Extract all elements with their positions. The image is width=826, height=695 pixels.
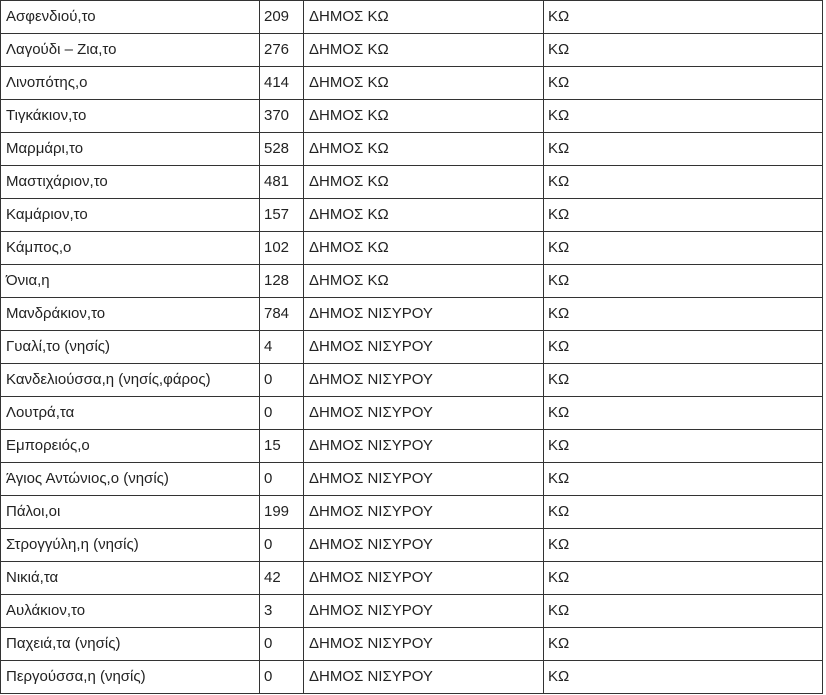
prefecture-cell: ΚΩ [544, 463, 823, 496]
settlement-name-cell: Περγούσσα,η (νησίς) [1, 661, 260, 694]
prefecture-cell: ΚΩ [544, 166, 823, 199]
municipality-cell: ΔΗΜΟΣ ΝΙΣΥΡΟΥ [304, 298, 544, 331]
municipality-cell: ΔΗΜΟΣ ΚΩ [304, 133, 544, 166]
municipality-cell: ΔΗΜΟΣ ΝΙΣΥΡΟΥ [304, 430, 544, 463]
prefecture-cell: ΚΩ [544, 331, 823, 364]
table-row [1, 430, 823, 463]
prefecture-cell: ΚΩ [544, 496, 823, 529]
settlement-name-cell: Αυλάκιον,το [1, 595, 260, 628]
table-row [1, 100, 823, 133]
municipality-cell: ΔΗΜΟΣ ΚΩ [304, 265, 544, 298]
table-row [1, 496, 823, 529]
population-cell: 0 [260, 463, 304, 496]
table-row [1, 265, 823, 298]
table-row [1, 331, 823, 364]
table-row [1, 529, 823, 562]
prefecture-cell: ΚΩ [544, 265, 823, 298]
municipality-cell: ΔΗΜΟΣ ΝΙΣΥΡΟΥ [304, 463, 544, 496]
population-cell: 370 [260, 100, 304, 133]
municipality-cell: ΔΗΜΟΣ ΚΩ [304, 199, 544, 232]
settlement-name-cell: Παχειά,τα (νησίς) [1, 628, 260, 661]
prefecture-cell: ΚΩ [544, 595, 823, 628]
table-row [1, 1, 823, 34]
table-row [1, 34, 823, 67]
settlement-name-cell: Λαγούδι – Ζια,το [1, 34, 260, 67]
table-row [1, 199, 823, 232]
municipality-cell: ΔΗΜΟΣ ΝΙΣΥΡΟΥ [304, 397, 544, 430]
prefecture-cell: ΚΩ [544, 628, 823, 661]
municipality-cell: ΔΗΜΟΣ ΝΙΣΥΡΟΥ [304, 661, 544, 694]
prefecture-cell: ΚΩ [544, 232, 823, 265]
population-cell: 0 [260, 364, 304, 397]
table-row [1, 133, 823, 166]
table-row [1, 298, 823, 331]
settlement-name-cell: Ασφενδιού,το [1, 1, 260, 34]
population-cell: 128 [260, 265, 304, 298]
municipality-cell: ΔΗΜΟΣ ΚΩ [304, 232, 544, 265]
settlement-name-cell: Λουτρά,τα [1, 397, 260, 430]
table-row [1, 595, 823, 628]
table-row [1, 166, 823, 199]
prefecture-cell: ΚΩ [544, 529, 823, 562]
prefecture-cell: ΚΩ [544, 100, 823, 133]
prefecture-cell: ΚΩ [544, 661, 823, 694]
prefecture-cell: ΚΩ [544, 133, 823, 166]
table-row [1, 232, 823, 265]
settlement-name-cell: Όνια,η [1, 265, 260, 298]
prefecture-cell: ΚΩ [544, 1, 823, 34]
population-cell: 0 [260, 529, 304, 562]
table-row [1, 562, 823, 595]
settlement-name-cell: Πάλοι,οι [1, 496, 260, 529]
settlement-name-cell: Εμπορειός,ο [1, 430, 260, 463]
settlement-name-cell: Λινοπότης,ο [1, 67, 260, 100]
municipality-cell: ΔΗΜΟΣ ΚΩ [304, 34, 544, 67]
table-row [1, 67, 823, 100]
prefecture-cell: ΚΩ [544, 430, 823, 463]
prefecture-cell: ΚΩ [544, 199, 823, 232]
population-cell: 528 [260, 133, 304, 166]
municipality-cell: ΔΗΜΟΣ ΚΩ [304, 166, 544, 199]
settlement-name-cell: Κάμπος,ο [1, 232, 260, 265]
municipality-cell: ΔΗΜΟΣ ΚΩ [304, 67, 544, 100]
municipality-cell: ΔΗΜΟΣ ΝΙΣΥΡΟΥ [304, 496, 544, 529]
population-cell: 481 [260, 166, 304, 199]
settlement-name-cell: Τιγκάκιον,το [1, 100, 260, 133]
prefecture-cell: ΚΩ [544, 397, 823, 430]
population-cell: 157 [260, 199, 304, 232]
settlement-name-cell: Κανδελιούσσα,η (νησίς,φάρος) [1, 364, 260, 397]
population-cell: 15 [260, 430, 304, 463]
municipality-cell: ΔΗΜΟΣ ΝΙΣΥΡΟΥ [304, 595, 544, 628]
settlement-name-cell: Γυαλί,το (νησίς) [1, 331, 260, 364]
population-cell: 276 [260, 34, 304, 67]
prefecture-cell: ΚΩ [544, 34, 823, 67]
settlement-name-cell: Καμάριον,το [1, 199, 260, 232]
prefecture-cell: ΚΩ [544, 298, 823, 331]
population-cell: 209 [260, 1, 304, 34]
prefecture-cell: ΚΩ [544, 67, 823, 100]
settlement-name-cell: Νικιά,τα [1, 562, 260, 595]
municipality-cell: ΔΗΜΟΣ ΝΙΣΥΡΟΥ [304, 529, 544, 562]
population-cell: 3 [260, 595, 304, 628]
settlement-name-cell: Μαρμάρι,το [1, 133, 260, 166]
table-row [1, 397, 823, 430]
table-row [1, 463, 823, 496]
municipality-cell: ΔΗΜΟΣ ΝΙΣΥΡΟΥ [304, 331, 544, 364]
population-cell: 199 [260, 496, 304, 529]
population-cell: 414 [260, 67, 304, 100]
prefecture-cell: ΚΩ [544, 364, 823, 397]
municipality-cell: ΔΗΜΟΣ ΝΙΣΥΡΟΥ [304, 364, 544, 397]
municipality-cell: ΔΗΜΟΣ ΚΩ [304, 1, 544, 34]
population-cell: 102 [260, 232, 304, 265]
settlement-name-cell: Μαστιχάριον,το [1, 166, 260, 199]
settlements-table-body [1, 0, 823, 694]
population-cell: 0 [260, 397, 304, 430]
population-cell: 4 [260, 331, 304, 364]
settlement-name-cell: Στρογγύλη,η (νησίς) [1, 529, 260, 562]
municipality-cell: ΔΗΜΟΣ ΝΙΣΥΡΟΥ [304, 628, 544, 661]
settlement-name-cell: Μανδράκιον,το [1, 298, 260, 331]
prefecture-cell: ΚΩ [544, 562, 823, 595]
table-row [1, 364, 823, 397]
municipality-cell: ΔΗΜΟΣ ΚΩ [304, 100, 544, 133]
population-cell: 42 [260, 562, 304, 595]
table-row [1, 628, 823, 661]
population-cell: 0 [260, 661, 304, 694]
table-row [1, 661, 823, 694]
municipality-cell: ΔΗΜΟΣ ΝΙΣΥΡΟΥ [304, 562, 544, 595]
population-cell: 0 [260, 628, 304, 661]
population-cell: 784 [260, 298, 304, 331]
settlement-name-cell: Άγιος Αντώνιος,ο (νησίς) [1, 463, 260, 496]
